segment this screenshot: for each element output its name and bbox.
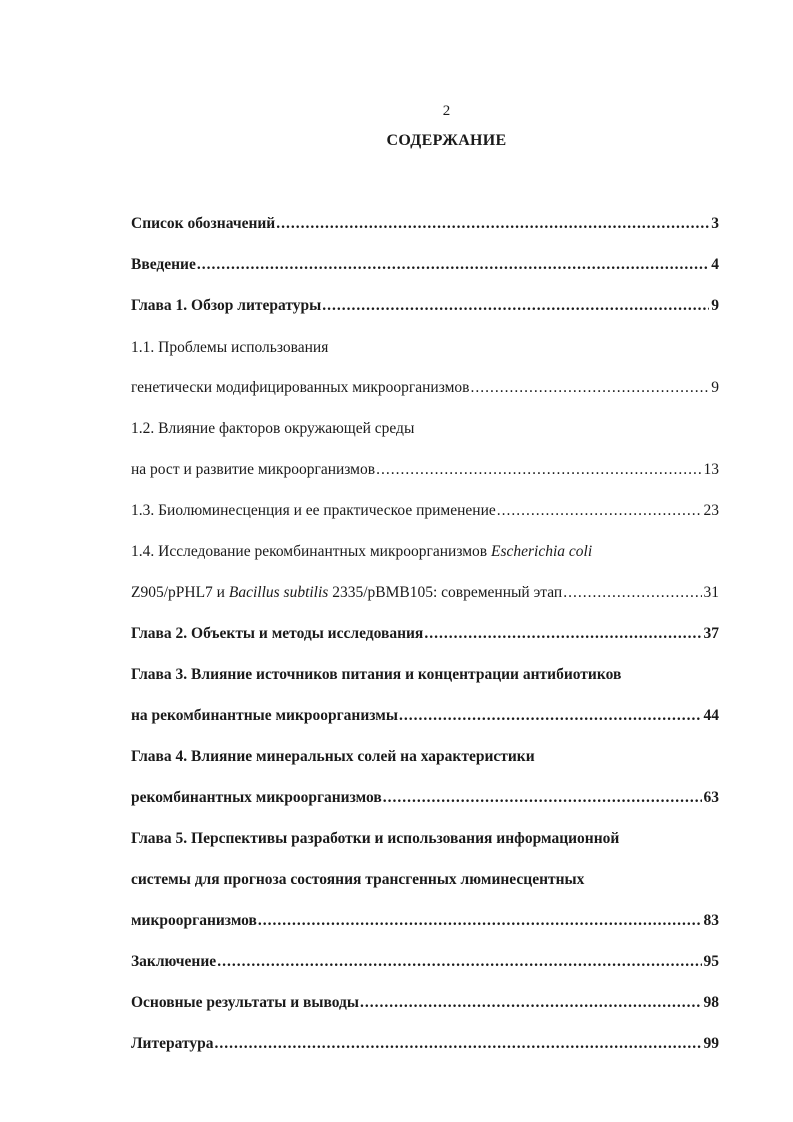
toc-entry-literature[interactable] <box>131 1034 719 1054</box>
toc-entry-title: Заключение <box>131 953 217 970</box>
toc-page-number: 99 <box>703 1035 719 1052</box>
toc-entry-chapter-3-line1: Глава 3. Влияние источников питания и концентрации антибиотиков <box>131 666 622 683</box>
toc-entry-title-part: 2335/pBMB105: современный этап <box>328 584 563 601</box>
dot-leader <box>360 993 702 1013</box>
dot-leader <box>399 706 702 726</box>
dot-leader <box>217 952 701 972</box>
toc-entry-title: Глава 1. Обзор литературы <box>131 297 322 314</box>
toc-page-number: 31 <box>703 584 719 601</box>
toc-entry-title-part: 1.4. Исследование рекомбинантных микроорганизмов <box>131 543 491 560</box>
dot-leader <box>383 788 702 808</box>
dot-leader <box>258 911 702 931</box>
toc-entry-section-1-4[interactable] <box>131 583 719 603</box>
toc-page-number: 83 <box>703 912 719 929</box>
toc-entry-title: генетически модифицированных микроорганизмов <box>131 379 470 396</box>
toc-entry-title: Список обозначений <box>131 215 276 232</box>
toc-page-number: 44 <box>703 707 719 724</box>
dot-leader <box>471 378 710 398</box>
toc-entry-title: рекомбинантных микроорганизмов <box>131 789 382 806</box>
toc-entry-title: Глава 2. Объекты и методы исследования <box>131 625 424 642</box>
toc-entry-title: Литература <box>131 1035 214 1052</box>
toc-entry-section-1-3[interactable] <box>131 501 719 521</box>
toc-page-number: 63 <box>703 789 719 806</box>
toc-entry-title: Введение <box>131 256 196 273</box>
toc-entry-results[interactable] <box>131 993 719 1013</box>
toc-entry-section-1-2[interactable] <box>131 460 719 480</box>
toc-entry-chapter-4[interactable] <box>131 788 719 808</box>
dot-leader <box>563 583 701 603</box>
toc-entry-title: микроорганизмов <box>131 912 257 929</box>
toc-entry-title <box>131 583 562 603</box>
toc-page-number: 95 <box>703 953 719 970</box>
toc-entry-chapter-5[interactable] <box>131 911 719 931</box>
dot-leader <box>322 296 709 316</box>
toc-page-number: 23 <box>703 502 719 519</box>
toc-entry-chapter-5-line1: Глава 5. Перспективы разработки и использования информационной <box>131 830 620 847</box>
toc-page-number: 13 <box>703 461 719 478</box>
toc-page-number: 98 <box>703 994 719 1011</box>
toc-entry-title: на рекомбинантные микроорганизмы <box>131 707 398 724</box>
toc-entry-introduction[interactable] <box>131 255 719 275</box>
toc-entry-section-1-2-line1: 1.2. Влияние факторов окружающей среды <box>131 420 415 437</box>
dot-leader <box>376 460 701 480</box>
toc-entry-section-1-1[interactable] <box>131 378 719 398</box>
species-name: Bacillus subtilis <box>228 584 329 601</box>
toc-entry-section-1-4-line1 <box>131 542 719 562</box>
toc-entry-chapter-4-line1: Глава 4. Влияние минеральных солей на характеристики <box>131 748 535 765</box>
toc-entry-section-1-1-line1: 1.1. Проблемы использования <box>131 339 329 356</box>
dot-leader <box>197 255 709 275</box>
strain-name: Z905/pPHL7 и <box>131 584 229 601</box>
species-name: Escherichia coli <box>490 543 593 560</box>
dot-leader <box>497 501 702 521</box>
toc-page-number: 9 <box>711 297 719 314</box>
toc-entry-chapter-3[interactable] <box>131 706 719 726</box>
toc-entry-abbreviations[interactable] <box>131 214 719 234</box>
toc-entry-chapter-2[interactable] <box>131 624 719 644</box>
toc-entry-chapter-1[interactable] <box>131 296 719 316</box>
toc-entry-title: 1.3. Биолюминесценция и ее практическое применение <box>131 502 496 519</box>
dot-leader <box>276 214 709 234</box>
dot-leader <box>424 624 701 644</box>
toc-page-number: 3 <box>711 215 719 232</box>
toc-entry-title: Основные результаты и выводы <box>131 994 359 1011</box>
page-title: СОДЕРЖАНИЕ <box>386 132 507 149</box>
dot-leader <box>214 1034 701 1054</box>
toc-entry-title: на рост и развитие микроорганизмов <box>131 461 376 478</box>
toc-page-number: 4 <box>711 256 719 273</box>
toc-page-number: 37 <box>703 625 719 642</box>
toc-entry-conclusion[interactable] <box>131 952 719 972</box>
toc-entry-chapter-5-line2: системы для прогноза состояния трансгенных люминесцентных <box>131 871 585 888</box>
page-number: 2 <box>442 103 451 119</box>
toc-page-number: 9 <box>711 379 719 396</box>
